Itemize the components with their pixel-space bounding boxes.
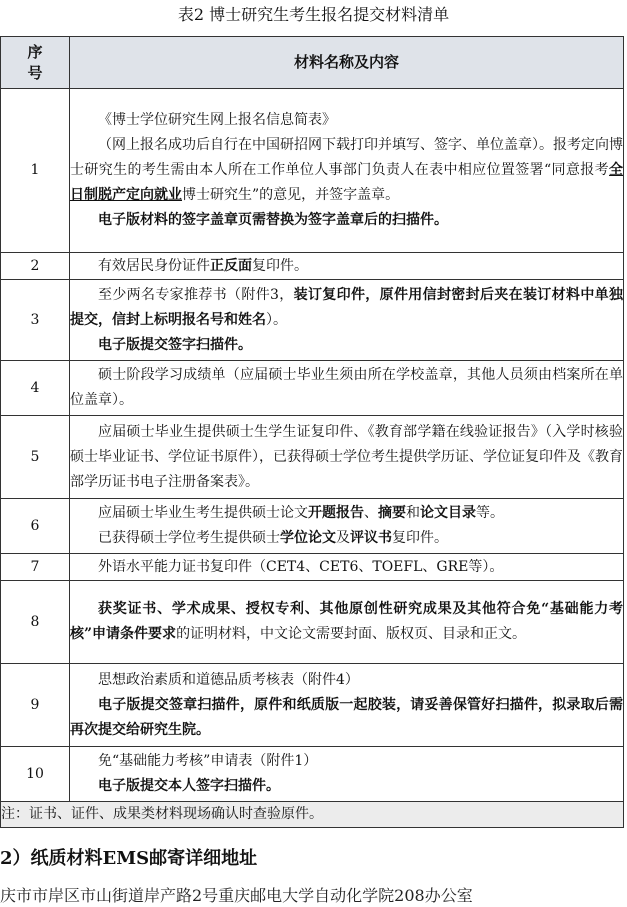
cut-off-address-line: 庆市市岸区市山街道岸产路2号重庆邮电大学自动化学院208办公室 — [0, 886, 473, 905]
table-row — [1, 499, 624, 554]
section-heading: 2）纸质材料EMS邮寄详细地址 — [0, 848, 258, 869]
table-header-row — [1, 37, 624, 89]
row-number: 4 — [1, 361, 70, 416]
row-text: 外语水平能力证书复印件（CET4、CET6、TOEFL、GRE等）。 — [98, 558, 504, 575]
bold-text: 学位论文 — [280, 530, 336, 546]
bold-text: 电子版提交签章扫描件，原件和纸质版一起胶装，请妥善保管好扫描件，拟录取后需再次提交给研究生院。 — [70, 696, 623, 738]
text-span: 及 — [336, 530, 350, 546]
row-text — [70, 597, 623, 647]
row-text: 应届硕士毕业生提供硕士生学生证复印件、《教育部学籍在线验证报告》（入学时核验硕士毕业证书、学位证书原件），已获得硕士学位考生提供学历证、学位证复印件及《教育部学历证书电子注册备案表》。 — [70, 423, 623, 490]
row-text — [70, 208, 623, 233]
table-row — [1, 280, 624, 361]
row-number: 10 — [1, 747, 70, 802]
text-span: 复印件。 — [252, 257, 308, 274]
row-content — [70, 499, 624, 554]
row-content — [70, 581, 624, 664]
bold-text: 摘要 — [378, 505, 406, 521]
header-seq-line2: 号 — [27, 63, 43, 82]
text-span: 《博士学位研究生网上报名信息简表》 — [98, 112, 336, 128]
row-text: 硕士阶段学习成绩单（应届硕士毕业生须由所在学校盖章，其他人员须由档案所在单位盖章）。 — [70, 367, 623, 408]
text-span: 的证明材料，中文论文需要封面、版权页、目录和正文。 — [176, 626, 527, 642]
row-text: 思想政治素质和道德品质考核表（附件4） — [98, 671, 359, 688]
header-seq-line1: 序 — [27, 42, 43, 61]
text-span: 、 — [364, 505, 378, 521]
row-text — [70, 108, 623, 133]
bold-text: 电子版提交本人签字扫描件。 — [98, 778, 280, 794]
text-span: 等。 — [476, 505, 504, 521]
text-span: 和 — [406, 505, 420, 521]
bold-text: 获奖证书、学术成果、授权专利、其他原创性研究成果及其他符合免“基础能力考核”申请条件要求 — [70, 601, 623, 642]
materials-table — [0, 36, 624, 828]
text-span: ）。 — [266, 311, 287, 328]
row-number: 1 — [1, 89, 70, 253]
header-title: 材料名称及内容 — [70, 37, 624, 89]
row-content — [70, 361, 624, 416]
table-note-row — [1, 802, 624, 828]
bold-text: 开题报告 — [308, 505, 364, 521]
row-content — [70, 253, 624, 280]
table-row — [1, 89, 624, 253]
row-content — [70, 747, 624, 802]
row-number: 2 — [1, 253, 70, 280]
table-row — [1, 361, 624, 416]
text-span: 已获得硕士学位考生提供硕士 — [98, 530, 280, 546]
table-row — [1, 664, 624, 747]
table-note: 注：证书、证件、成果类材料现场确认时查验原件。 — [1, 802, 624, 828]
row-text — [70, 774, 623, 799]
row-content — [70, 664, 624, 747]
row-text — [70, 283, 623, 333]
table-row — [1, 581, 624, 664]
row-text — [70, 333, 623, 358]
bold-text: 评议书 — [350, 530, 392, 546]
row-content — [70, 554, 624, 581]
row-content — [70, 89, 624, 253]
row-text — [70, 501, 623, 526]
row-content — [70, 416, 624, 499]
bold-text: 电子版材料的签字盖章页需替换为签字盖章后的扫描件。 — [98, 212, 448, 228]
table-caption: 表2 博士研究生考生报名提交材料清单 — [177, 5, 450, 24]
row-text — [70, 254, 623, 279]
row-number: 5 — [1, 416, 70, 499]
text-span: 有效居民身份证件 — [98, 257, 210, 274]
row-text — [70, 693, 623, 743]
text-span: 复印件。 — [392, 530, 448, 546]
table-row — [1, 747, 624, 802]
row-number: 6 — [1, 499, 70, 554]
row-number: 9 — [1, 664, 70, 747]
bold-text: 装订复印件，原件用信封密封后夹在装订材料中单独提交，信封上标明报名号和姓名 — [70, 286, 623, 328]
text-span: 至少两名专家推荐书（附件3， — [98, 286, 294, 303]
row-text — [70, 133, 623, 208]
row-number: 3 — [1, 280, 70, 361]
table-row — [1, 416, 624, 499]
table-row — [1, 554, 624, 581]
row-text: 免“基础能力考核”申请表（附件1） — [98, 753, 318, 769]
bold-text: 论文目录 — [420, 505, 476, 521]
table-row — [1, 253, 624, 280]
text-span: 博士研究生”的意见，并签字盖章。 — [182, 187, 400, 203]
bold-text: 电子版提交签字扫描件。 — [98, 336, 252, 353]
header-seq — [1, 37, 70, 89]
bold-text: 正反面 — [210, 257, 252, 274]
text-span: （网上报名成功后自行在中国研招网下载打印并填写、签字、单位盖章）。报考定向博士研究生的考生需由本人所在工作单位人事部门负责人在表中相应位置签署“同意报考 — [70, 137, 623, 178]
text-span: 应届硕士毕业生考生提供硕士论文 — [98, 505, 308, 521]
row-number: 7 — [1, 554, 70, 581]
row-text — [70, 526, 623, 551]
underlined-bold-text: 全日制脱产定向就业 — [70, 162, 623, 203]
row-content — [70, 280, 624, 361]
row-number: 8 — [1, 581, 70, 664]
